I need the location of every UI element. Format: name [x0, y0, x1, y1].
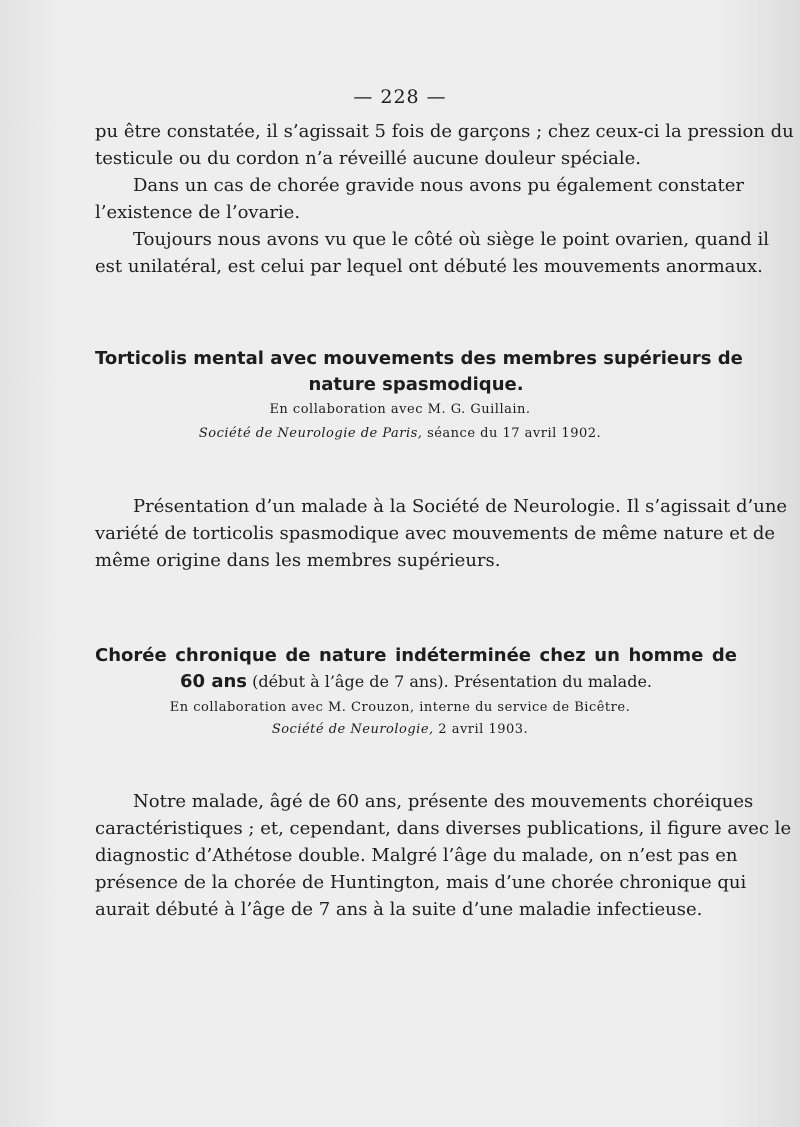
title-line: nature spasmodique. — [308, 374, 524, 395]
section-2-body — [95, 788, 792, 923]
title-line: Chorée chronique de nature indéterminée chez un homme de — [95, 645, 737, 666]
intro-paragraph — [95, 118, 794, 280]
society-name: Société de Neurologie, — [271, 722, 434, 737]
title-age: 60 ans — [180, 671, 247, 692]
text-line: testicule ou du cordon n’a réveillé aucune douleur spéciale. — [95, 148, 641, 169]
section-2-society — [0, 722, 800, 737]
text-line: pu être constatée, il s’agissait 5 fois de garçons ; chez ceux-ci la pression du — [95, 121, 794, 142]
text-line: même origine dans les membres supérieurs. — [95, 550, 501, 571]
text-line: Dans un cas de chorée gravide nous avons pu également constater — [133, 175, 745, 196]
section-1-body — [95, 493, 788, 574]
text-line: Notre malade, âgé de 60 ans, présente des mouvements choréiques — [133, 791, 754, 812]
society-date: séance du 17 avril 1902. — [422, 426, 602, 441]
title-tail: (début à l’âge de 7 ans). Présentation du malade. — [247, 672, 652, 691]
text-line: Toujours nous avons vu que le côté où siège le point ovarien, quand il — [133, 229, 769, 250]
section-1-collaboration: En collaboration avec M. G. Guillain. — [269, 402, 531, 417]
section-1-society — [0, 426, 800, 441]
society-name: Société de Neurologie de Paris, — [198, 426, 423, 441]
section-2-collaboration: En collaboration avec M. Crouzon, interne du service de Bicêtre. — [169, 700, 631, 715]
text-line: diagnostic d’Athétose double. Malgré l’âge du malade, on n’est pas en — [95, 845, 738, 866]
title-line: Torticolis mental avec mouvements des membres supérieurs de — [95, 348, 743, 369]
section-2-title — [95, 643, 737, 695]
text-line: aurait débuté à l’âge de 7 ans à la suite d’une maladie infectieuse. — [95, 899, 703, 920]
society-date: 2 avril 1903. — [433, 722, 529, 737]
text-line: variété de torticolis spasmodique avec mouvements de même nature et de — [95, 523, 776, 544]
section-1-title — [95, 346, 743, 398]
text-line: caractéristiques ; et, cependant, dans diverses publications, il figure avec le — [95, 818, 792, 839]
text-line: l’existence de l’ovarie. — [95, 202, 301, 223]
text-line: Présentation d’un malade à la Société de Neurologie. Il s’agissait d’une — [133, 496, 788, 517]
page-number: — 228 — — [353, 86, 447, 108]
title-line — [95, 669, 737, 695]
text-line: est unilatéral, est celui par lequel ont débuté les mouvements anormaux. — [95, 256, 763, 277]
text-line: présence de la chorée de Huntington, mais d’une chorée chronique qui — [95, 872, 747, 893]
